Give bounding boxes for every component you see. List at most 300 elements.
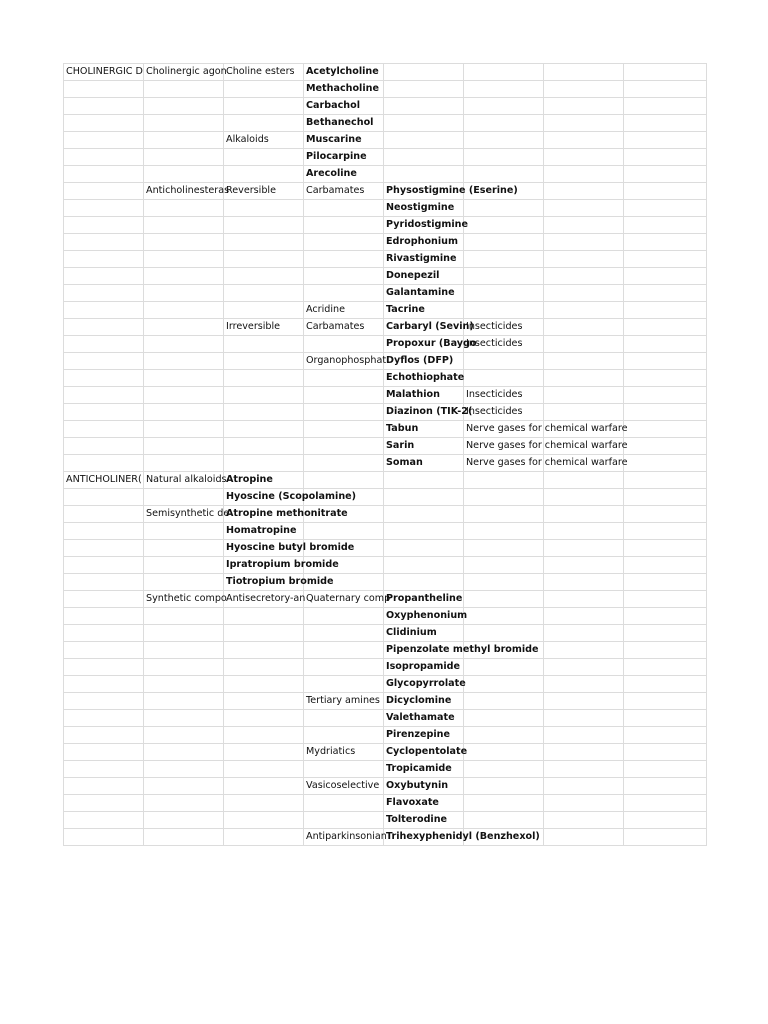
table-cell[interactable] [624, 591, 707, 608]
table-cell[interactable] [64, 744, 144, 761]
table-cell[interactable] [624, 319, 707, 336]
table-cell[interactable] [544, 132, 624, 149]
table-cell[interactable] [624, 200, 707, 217]
table-cell[interactable] [304, 234, 384, 251]
table-cell[interactable] [384, 81, 464, 98]
table-cell[interactable] [144, 370, 224, 387]
table-cell[interactable] [384, 149, 464, 166]
table-cell[interactable] [144, 353, 224, 370]
table-cell[interactable] [64, 268, 144, 285]
table-cell[interactable]: Oxyphenonium [384, 608, 464, 625]
table-cell[interactable] [64, 438, 144, 455]
table-cell[interactable] [64, 285, 144, 302]
table-cell[interactable]: Carbaryl (Sevin) [384, 319, 464, 336]
table-cell[interactable]: Sarin [384, 438, 464, 455]
table-cell[interactable] [224, 387, 304, 404]
table-cell[interactable] [464, 540, 544, 557]
table-cell[interactable] [624, 795, 707, 812]
table-cell[interactable] [304, 336, 384, 353]
table-cell[interactable] [544, 336, 624, 353]
table-cell[interactable] [144, 829, 224, 846]
table-cell[interactable] [464, 761, 544, 778]
table-cell[interactable] [544, 64, 624, 81]
table-cell[interactable] [544, 234, 624, 251]
table-cell[interactable] [224, 812, 304, 829]
table-cell[interactable] [144, 336, 224, 353]
table-cell[interactable] [144, 132, 224, 149]
table-cell[interactable] [64, 829, 144, 846]
table-cell[interactable]: Nerve gases for chemical warfare [464, 438, 544, 455]
table-cell[interactable] [304, 727, 384, 744]
table-cell[interactable]: Glycopyrrolate [384, 676, 464, 693]
table-cell[interactable] [624, 472, 707, 489]
table-cell[interactable] [624, 149, 707, 166]
table-cell[interactable] [464, 81, 544, 98]
table-cell[interactable] [144, 268, 224, 285]
table-cell[interactable] [384, 98, 464, 115]
table-cell[interactable] [624, 438, 707, 455]
table-cell[interactable] [624, 353, 707, 370]
table-cell[interactable] [544, 489, 624, 506]
table-cell[interactable] [464, 812, 544, 829]
table-cell[interactable]: Propantheline [384, 591, 464, 608]
table-cell[interactable] [224, 676, 304, 693]
table-cell[interactable]: Tacrine [384, 302, 464, 319]
table-cell[interactable] [144, 251, 224, 268]
table-cell[interactable] [624, 217, 707, 234]
table-cell[interactable]: Tertiary amines [304, 693, 384, 710]
table-cell[interactable] [544, 659, 624, 676]
table-cell[interactable] [464, 234, 544, 251]
table-cell[interactable] [544, 727, 624, 744]
table-cell[interactable] [64, 183, 144, 200]
table-cell[interactable] [544, 268, 624, 285]
table-cell[interactable] [624, 251, 707, 268]
table-cell[interactable] [64, 710, 144, 727]
table-cell[interactable] [304, 625, 384, 642]
table-cell[interactable] [464, 115, 544, 132]
table-cell[interactable] [464, 676, 544, 693]
table-cell[interactable] [464, 795, 544, 812]
table-cell[interactable]: Soman [384, 455, 464, 472]
table-cell[interactable]: Isopropamide [384, 659, 464, 676]
table-cell[interactable]: Muscarine [304, 132, 384, 149]
table-cell[interactable] [144, 319, 224, 336]
table-cell[interactable] [464, 472, 544, 489]
table-cell[interactable] [224, 234, 304, 251]
table-cell[interactable]: Methacholine [304, 81, 384, 98]
table-cell[interactable] [64, 642, 144, 659]
table-cell[interactable] [464, 710, 544, 727]
table-cell[interactable]: Natural alkaloids [144, 472, 224, 489]
table-cell[interactable] [624, 302, 707, 319]
table-cell[interactable] [624, 778, 707, 795]
table-cell[interactable] [304, 472, 384, 489]
table-cell[interactable] [544, 387, 624, 404]
table-cell[interactable] [624, 489, 707, 506]
table-cell[interactable] [64, 336, 144, 353]
table-cell[interactable] [544, 642, 624, 659]
table-cell[interactable] [144, 149, 224, 166]
table-cell[interactable] [544, 166, 624, 183]
table-cell[interactable] [304, 642, 384, 659]
table-cell[interactable] [144, 438, 224, 455]
table-cell[interactable] [544, 761, 624, 778]
table-cell[interactable] [384, 64, 464, 81]
table-cell[interactable] [544, 404, 624, 421]
table-cell[interactable] [304, 455, 384, 472]
table-cell[interactable] [224, 370, 304, 387]
table-cell[interactable] [464, 302, 544, 319]
table-cell[interactable] [144, 115, 224, 132]
table-cell[interactable] [304, 251, 384, 268]
table-cell[interactable]: Carbachol [304, 98, 384, 115]
table-cell[interactable] [624, 710, 707, 727]
table-cell[interactable] [304, 268, 384, 285]
table-cell[interactable] [624, 574, 707, 591]
table-cell[interactable] [64, 557, 144, 574]
table-cell[interactable]: Galantamine [384, 285, 464, 302]
table-cell[interactable] [304, 387, 384, 404]
table-cell[interactable] [464, 132, 544, 149]
table-cell[interactable] [144, 659, 224, 676]
table-cell[interactable]: Antisecretory-an [224, 591, 304, 608]
table-cell[interactable] [544, 778, 624, 795]
table-cell[interactable] [224, 659, 304, 676]
table-cell[interactable] [624, 132, 707, 149]
table-cell[interactable] [64, 455, 144, 472]
table-cell[interactable] [544, 812, 624, 829]
table-cell[interactable] [624, 727, 707, 744]
table-cell[interactable] [144, 81, 224, 98]
table-cell[interactable] [544, 98, 624, 115]
table-cell[interactable]: Carbamates [304, 319, 384, 336]
table-cell[interactable] [544, 795, 624, 812]
table-cell[interactable] [464, 693, 544, 710]
table-cell[interactable]: Irreversible [224, 319, 304, 336]
table-cell[interactable]: Atropine methonitrate [224, 506, 304, 523]
table-cell[interactable] [64, 693, 144, 710]
table-cell[interactable] [304, 676, 384, 693]
table-cell[interactable] [64, 81, 144, 98]
table-cell[interactable] [384, 115, 464, 132]
table-cell[interactable] [544, 506, 624, 523]
table-cell[interactable] [544, 115, 624, 132]
table-cell[interactable] [224, 710, 304, 727]
table-cell[interactable] [224, 404, 304, 421]
table-cell[interactable]: Tabun [384, 421, 464, 438]
table-cell[interactable]: Hyoscine (Scopolamine) [224, 489, 304, 506]
table-cell[interactable] [304, 285, 384, 302]
table-cell[interactable] [464, 523, 544, 540]
table-cell[interactable] [544, 557, 624, 574]
table-cell[interactable] [384, 506, 464, 523]
table-cell[interactable] [624, 676, 707, 693]
table-cell[interactable]: Oxybutynin [384, 778, 464, 795]
table-cell[interactable] [624, 506, 707, 523]
table-cell[interactable] [224, 98, 304, 115]
table-cell[interactable] [144, 693, 224, 710]
table-cell[interactable] [224, 455, 304, 472]
table-cell[interactable] [64, 149, 144, 166]
table-cell[interactable] [544, 285, 624, 302]
table-cell[interactable] [384, 523, 464, 540]
table-cell[interactable]: Valethamate [384, 710, 464, 727]
table-cell[interactable] [144, 557, 224, 574]
table-cell[interactable] [224, 336, 304, 353]
table-cell[interactable]: Acetylcholine [304, 64, 384, 81]
table-cell[interactable] [464, 149, 544, 166]
table-cell[interactable] [144, 166, 224, 183]
table-cell[interactable] [544, 574, 624, 591]
table-cell[interactable]: Tropicamide [384, 761, 464, 778]
table-cell[interactable] [624, 540, 707, 557]
table-cell[interactable] [544, 370, 624, 387]
table-cell[interactable] [464, 370, 544, 387]
table-cell[interactable] [624, 523, 707, 540]
table-cell[interactable]: Trihexyphenidyl (Benzhexol) [384, 829, 464, 846]
table-cell[interactable] [144, 200, 224, 217]
table-cell[interactable] [304, 200, 384, 217]
table-cell[interactable]: Organophosphat [304, 353, 384, 370]
table-cell[interactable] [544, 319, 624, 336]
table-cell[interactable]: Carbamates [304, 183, 384, 200]
table-cell[interactable] [64, 132, 144, 149]
table-cell[interactable] [464, 217, 544, 234]
table-cell[interactable]: Physostigmine (Eserine) [384, 183, 464, 200]
table-cell[interactable]: Clidinium [384, 625, 464, 642]
table-cell[interactable]: Choline esters [224, 64, 304, 81]
table-cell[interactable]: Vasicoselective [304, 778, 384, 795]
table-cell[interactable] [64, 98, 144, 115]
table-cell[interactable] [624, 557, 707, 574]
table-cell[interactable] [224, 268, 304, 285]
table-cell[interactable] [464, 727, 544, 744]
table-cell[interactable] [64, 302, 144, 319]
table-cell[interactable] [144, 302, 224, 319]
table-cell[interactable] [624, 285, 707, 302]
table-cell[interactable] [64, 387, 144, 404]
table-cell[interactable] [224, 761, 304, 778]
table-cell[interactable] [544, 302, 624, 319]
table-cell[interactable] [64, 506, 144, 523]
table-cell[interactable] [64, 778, 144, 795]
table-cell[interactable] [384, 557, 464, 574]
table-cell[interactable] [464, 659, 544, 676]
table-cell[interactable] [544, 217, 624, 234]
table-cell[interactable] [144, 608, 224, 625]
table-cell[interactable]: Mydriatics [304, 744, 384, 761]
table-cell[interactable]: ANTICHOLINER( [64, 472, 144, 489]
table-cell[interactable] [144, 795, 224, 812]
table-cell[interactable] [624, 81, 707, 98]
table-cell[interactable] [304, 421, 384, 438]
table-cell[interactable] [224, 608, 304, 625]
table-cell[interactable]: Reversible [224, 183, 304, 200]
table-cell[interactable] [64, 353, 144, 370]
table-cell[interactable] [64, 370, 144, 387]
table-cell[interactable] [224, 778, 304, 795]
table-cell[interactable] [624, 404, 707, 421]
table-cell[interactable] [144, 778, 224, 795]
table-cell[interactable] [304, 370, 384, 387]
table-cell[interactable] [624, 370, 707, 387]
table-cell[interactable]: Nerve gases for chemical warfare [464, 455, 544, 472]
table-cell[interactable]: Neostigmine [384, 200, 464, 217]
table-cell[interactable] [224, 744, 304, 761]
table-cell[interactable] [304, 710, 384, 727]
table-cell[interactable] [464, 506, 544, 523]
table-cell[interactable] [224, 285, 304, 302]
table-cell[interactable] [624, 387, 707, 404]
table-cell[interactable] [544, 625, 624, 642]
table-cell[interactable] [544, 149, 624, 166]
table-cell[interactable] [224, 251, 304, 268]
table-cell[interactable] [224, 149, 304, 166]
table-cell[interactable] [304, 217, 384, 234]
table-cell[interactable]: Dyflos (DFP) [384, 353, 464, 370]
table-cell[interactable] [224, 200, 304, 217]
table-cell[interactable] [224, 693, 304, 710]
table-cell[interactable] [144, 455, 224, 472]
table-cell[interactable] [224, 625, 304, 642]
table-cell[interactable] [544, 523, 624, 540]
table-cell[interactable] [544, 183, 624, 200]
table-cell[interactable] [144, 523, 224, 540]
table-cell[interactable]: Nerve gases for chemical warfare [464, 421, 544, 438]
table-cell[interactable] [64, 625, 144, 642]
table-cell[interactable] [144, 540, 224, 557]
table-cell[interactable] [144, 387, 224, 404]
table-cell[interactable] [144, 489, 224, 506]
table-cell[interactable] [224, 829, 304, 846]
table-cell[interactable]: Pyridostigmine [384, 217, 464, 234]
table-cell[interactable] [224, 166, 304, 183]
table-cell[interactable] [64, 727, 144, 744]
table-cell[interactable] [64, 115, 144, 132]
table-cell[interactable] [624, 98, 707, 115]
table-cell[interactable] [384, 472, 464, 489]
table-cell[interactable]: Homatropine [224, 523, 304, 540]
table-cell[interactable]: Pirenzepine [384, 727, 464, 744]
table-cell[interactable] [224, 438, 304, 455]
table-cell[interactable]: Hyoscine butyl bromide [224, 540, 304, 557]
table-cell[interactable] [224, 353, 304, 370]
table-cell[interactable]: Tiotropium bromide [224, 574, 304, 591]
table-cell[interactable] [224, 115, 304, 132]
table-cell[interactable] [624, 608, 707, 625]
table-cell[interactable] [544, 251, 624, 268]
table-cell[interactable] [544, 829, 624, 846]
table-cell[interactable] [304, 608, 384, 625]
table-cell[interactable]: Cholinergic agon [144, 64, 224, 81]
table-cell[interactable] [464, 591, 544, 608]
table-cell[interactable] [624, 183, 707, 200]
table-cell[interactable]: CHOLINERGIC D [64, 64, 144, 81]
table-cell[interactable] [304, 659, 384, 676]
table-cell[interactable] [624, 761, 707, 778]
table-cell[interactable] [544, 353, 624, 370]
table-cell[interactable]: Cyclopentolate [384, 744, 464, 761]
table-cell[interactable] [224, 217, 304, 234]
table-cell[interactable] [544, 81, 624, 98]
table-cell[interactable] [144, 285, 224, 302]
table-cell[interactable] [624, 625, 707, 642]
table-cell[interactable] [544, 608, 624, 625]
table-cell[interactable]: Diazinon (TIK-2( [384, 404, 464, 421]
table-cell[interactable]: Donepezil [384, 268, 464, 285]
table-cell[interactable] [624, 166, 707, 183]
table-cell[interactable]: Antiparkinsonian [304, 829, 384, 846]
table-cell[interactable] [464, 285, 544, 302]
table-cell[interactable] [624, 455, 707, 472]
table-cell[interactable] [64, 523, 144, 540]
table-cell[interactable] [544, 472, 624, 489]
table-cell[interactable] [144, 234, 224, 251]
table-cell[interactable]: Pilocarpine [304, 149, 384, 166]
table-cell[interactable] [384, 166, 464, 183]
table-cell[interactable] [144, 574, 224, 591]
table-cell[interactable]: Atropine [224, 472, 304, 489]
table-cell[interactable] [384, 132, 464, 149]
table-cell[interactable] [64, 540, 144, 557]
table-cell[interactable] [144, 744, 224, 761]
table-cell[interactable]: Insecticides [464, 404, 544, 421]
table-cell[interactable] [624, 812, 707, 829]
table-cell[interactable]: Quaternary comp [304, 591, 384, 608]
table-cell[interactable] [464, 778, 544, 795]
table-cell[interactable]: Acridine [304, 302, 384, 319]
table-cell[interactable] [224, 302, 304, 319]
table-cell[interactable] [144, 676, 224, 693]
table-cell[interactable]: Edrophonium [384, 234, 464, 251]
table-cell[interactable] [64, 591, 144, 608]
table-cell[interactable] [304, 812, 384, 829]
table-cell[interactable]: Tolterodine [384, 812, 464, 829]
table-cell[interactable] [464, 98, 544, 115]
table-cell[interactable] [464, 353, 544, 370]
table-cell[interactable] [144, 404, 224, 421]
table-cell[interactable] [464, 574, 544, 591]
table-cell[interactable]: Dicyclomine [384, 693, 464, 710]
table-cell[interactable]: Insecticides [464, 319, 544, 336]
table-cell[interactable] [544, 200, 624, 217]
table-cell[interactable] [64, 217, 144, 234]
table-cell[interactable] [304, 404, 384, 421]
table-cell[interactable] [544, 540, 624, 557]
table-cell[interactable] [64, 795, 144, 812]
table-cell[interactable] [64, 404, 144, 421]
table-cell[interactable] [144, 625, 224, 642]
table-cell[interactable]: Pipenzolate methyl bromide [384, 642, 464, 659]
table-cell[interactable] [64, 251, 144, 268]
table-cell[interactable] [624, 642, 707, 659]
table-cell[interactable] [144, 98, 224, 115]
table-cell[interactable]: Ipratropium bromide [224, 557, 304, 574]
table-cell[interactable] [144, 217, 224, 234]
table-cell[interactable] [64, 659, 144, 676]
table-cell[interactable]: Bethanechol [304, 115, 384, 132]
table-cell[interactable] [304, 523, 384, 540]
table-cell[interactable] [624, 659, 707, 676]
table-cell[interactable] [224, 795, 304, 812]
table-cell[interactable] [544, 591, 624, 608]
table-cell[interactable] [144, 421, 224, 438]
table-cell[interactable] [464, 557, 544, 574]
table-cell[interactable] [64, 812, 144, 829]
table-cell[interactable] [64, 489, 144, 506]
table-cell[interactable]: Insecticides [464, 387, 544, 404]
